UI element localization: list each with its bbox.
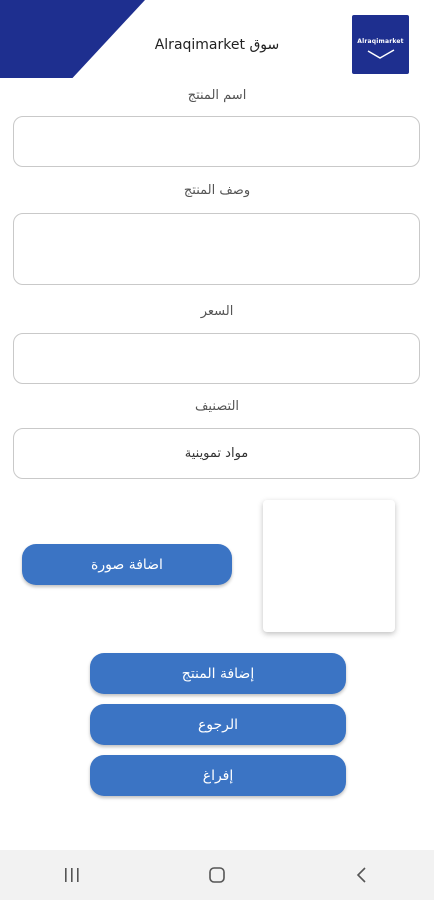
category-select[interactable] <box>13 428 420 479</box>
recent-apps-button[interactable] <box>52 855 92 895</box>
logo-check-icon <box>366 48 396 60</box>
logo-text: Alraqimarket <box>357 38 404 45</box>
product-name-field[interactable] <box>13 116 420 167</box>
price-input[interactable] <box>14 334 419 383</box>
product-name-label: اسم المنتج <box>187 88 247 103</box>
product-description-input[interactable] <box>14 214 419 284</box>
back-arrow-icon <box>354 866 370 884</box>
recent-apps-icon <box>62 866 82 884</box>
system-back-button[interactable] <box>342 855 382 895</box>
add-image-button[interactable]: اضافة صورة <box>22 544 232 585</box>
product-image-preview[interactable] <box>263 500 395 632</box>
category-label: التصنيف <box>194 399 240 414</box>
clear-button[interactable]: إفراغ <box>90 755 346 796</box>
home-button[interactable] <box>197 855 237 895</box>
price-label: السعر <box>200 304 234 319</box>
system-navigation-bar <box>0 850 434 900</box>
product-name-input[interactable] <box>14 117 419 166</box>
category-selected-value: مواد تموينية <box>184 446 249 461</box>
back-button[interactable]: الرجوع <box>90 704 346 745</box>
home-icon <box>207 865 227 885</box>
product-description-label: وصف المنتج <box>183 183 251 198</box>
product-description-field[interactable] <box>13 213 420 285</box>
add-product-button[interactable]: إضافة المنتج <box>90 653 346 694</box>
app-logo <box>352 15 409 74</box>
price-field[interactable] <box>13 333 420 384</box>
app-title: Alraqimarket سوق <box>154 37 280 53</box>
